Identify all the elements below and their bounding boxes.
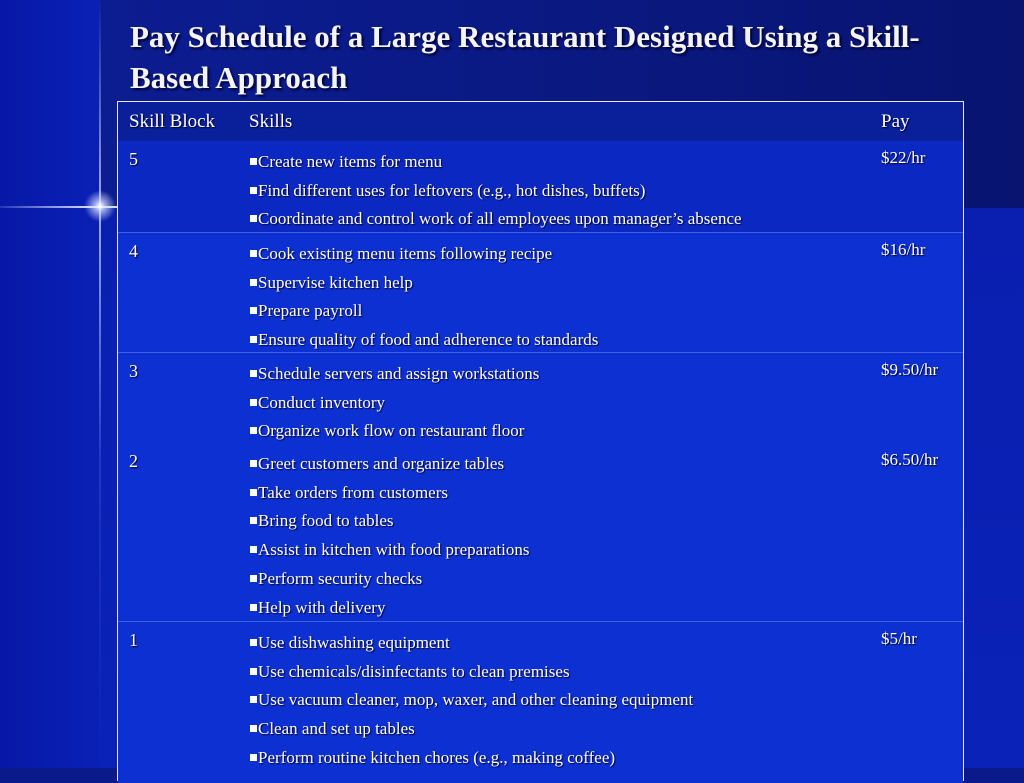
- pay-schedule-table: [117, 101, 964, 781]
- square-bullet-icon: [250, 604, 257, 611]
- skills-list: [250, 240, 598, 355]
- square-bullet-icon: [250, 370, 257, 377]
- square-bullet-icon: [250, 668, 257, 675]
- list-item: Use chemicals/disinfectants to clean premises: [250, 658, 693, 687]
- table-row: [118, 621, 963, 783]
- list-item: Bring food to tables: [250, 507, 530, 536]
- skill-block-number: 5: [129, 149, 138, 169]
- list-item: Conduct inventory: [250, 389, 539, 418]
- list-item: Supervise kitchen help: [250, 269, 598, 298]
- decorative-vertical-line: [99, 0, 101, 768]
- header-skill-block: Skill Block: [129, 111, 216, 132]
- list-item: Perform security checks: [250, 565, 530, 594]
- square-bullet-icon: [250, 158, 257, 165]
- skill-block-number: 3: [129, 361, 138, 381]
- square-bullet-icon: [250, 754, 257, 761]
- square-bullet-icon: [250, 250, 257, 257]
- table-row: [118, 352, 963, 444]
- skill-block-number: 4: [129, 241, 138, 261]
- list-item: Help with delivery: [250, 594, 530, 623]
- square-bullet-icon: [250, 575, 257, 582]
- square-bullet-icon: [250, 399, 257, 406]
- square-bullet-icon: [250, 517, 257, 524]
- list-item: Prepare payroll: [250, 297, 598, 326]
- list-item: Schedule servers and assign workstations: [250, 360, 539, 389]
- header-pay: Pay: [881, 111, 910, 132]
- pay-rate: $16/hr: [881, 240, 926, 259]
- list-item: Cook existing menu items following recipe: [250, 240, 598, 269]
- list-item: Take orders from customers: [250, 479, 530, 508]
- skills-list: [250, 450, 530, 622]
- square-bullet-icon: [250, 427, 257, 434]
- skills-list: [250, 360, 539, 446]
- list-item: Find different uses for leftovers (e.g., hot dishes, buffets): [250, 177, 742, 206]
- table-row: [118, 232, 963, 353]
- sparkle-icon: [84, 190, 116, 222]
- square-bullet-icon: [250, 725, 257, 732]
- square-bullet-icon: [250, 489, 257, 496]
- skill-block-number: 2: [129, 451, 138, 471]
- skills-list: [250, 148, 742, 234]
- table-row: [118, 141, 963, 232]
- square-bullet-icon: [250, 460, 257, 467]
- list-item: Create new items for menu: [250, 148, 742, 177]
- list-item: Use dishwashing equipment: [250, 629, 693, 658]
- list-item: Coordinate and control work of all employees upon manager’s absence: [250, 205, 742, 234]
- square-bullet-icon: [250, 279, 257, 286]
- skills-list: [250, 629, 693, 773]
- square-bullet-icon: [250, 696, 257, 703]
- square-bullet-icon: [250, 639, 257, 646]
- pay-rate: $9.50/hr: [881, 360, 939, 379]
- table-header: [118, 102, 963, 142]
- list-item: Organize work flow on restaurant floor: [250, 417, 539, 446]
- square-bullet-icon: [250, 336, 257, 343]
- header-skills: Skills: [249, 111, 293, 132]
- list-item: Use vacuum cleaner, mop, waxer, and other cleaning equipment: [250, 686, 693, 715]
- list-item: Ensure quality of food and adherence to standards: [250, 326, 598, 355]
- list-item: Greet customers and organize tables: [250, 450, 530, 479]
- slide-title: Pay Schedule of a Large Restaurant Designed Using a Skill-Based Approach: [130, 19, 920, 95]
- square-bullet-icon: [250, 215, 257, 222]
- square-bullet-icon: [250, 546, 257, 553]
- list-item: Assist in kitchen with food preparations: [250, 536, 530, 565]
- square-bullet-icon: [250, 187, 257, 194]
- square-bullet-icon: [250, 307, 257, 314]
- background-left-band: [0, 0, 100, 768]
- skill-block-number: 1: [129, 630, 138, 650]
- pay-rate: $5/hr: [881, 629, 917, 648]
- list-item: Perform routine kitchen chores (e.g., making coffee): [250, 744, 693, 773]
- pay-rate: $22/hr: [881, 148, 926, 167]
- list-item: Clean and set up tables: [250, 715, 693, 744]
- pay-rate: $6.50/hr: [881, 450, 939, 469]
- table-row: [118, 443, 963, 621]
